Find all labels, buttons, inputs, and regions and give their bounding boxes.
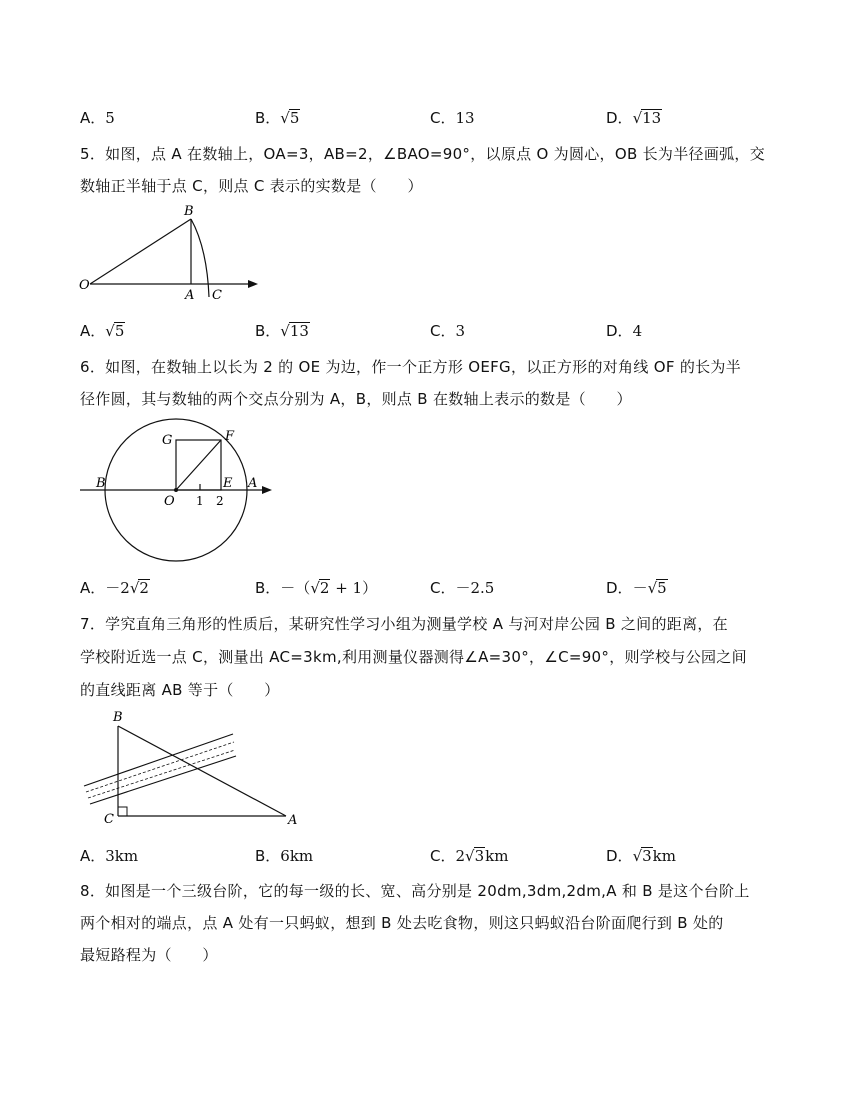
- q7-label-a: A: [288, 813, 298, 828]
- q6-label-1: 1: [196, 494, 204, 508]
- q7-riverbank-upper: [84, 734, 233, 786]
- q7-option-b: B．6km: [255, 847, 314, 865]
- q5-figure: [76, 198, 266, 308]
- q5-segment-ob: [90, 219, 191, 284]
- q7-right-angle-mark: [118, 807, 127, 816]
- q7-label-c: C: [104, 812, 114, 827]
- q5-label-c: C: [212, 288, 222, 303]
- q6-origin-point: [174, 488, 178, 492]
- q6-figure: [76, 418, 276, 568]
- q5-label-o: O: [79, 278, 90, 293]
- q5-option-a: A．√5: [80, 322, 125, 340]
- q7-stem-line3: 的直线距离 AB 等于（ ）: [80, 681, 280, 699]
- q6-option-d: D．－√5: [606, 579, 667, 597]
- q8-stem-line1: 8．如图是一个三级台阶，它的每一级的长、宽、高分别是 20dm,3dm,2dm,A 和 B 是这个台阶上: [80, 882, 750, 900]
- q6-label-b: B: [96, 476, 106, 491]
- q7-river-dash-1: [86, 742, 234, 792]
- q5-arc: [191, 219, 209, 297]
- q7-option-d: D．√3km: [606, 847, 676, 865]
- q5-label-b: B: [184, 204, 194, 219]
- q6-label-2: 2: [216, 494, 224, 508]
- q5-stem-line1: 5．如图，点 A 在数轴上，OA=3，AB=2，∠BAO=90°，以原点 O 为圆心，OB 长为半径画弧，交: [80, 145, 766, 163]
- q4-option-b: B．√5: [255, 109, 300, 127]
- q6-option-c: C．－2.5: [430, 579, 495, 597]
- q5-option-d: D．4: [606, 322, 643, 340]
- q6-label-g: G: [162, 433, 173, 448]
- q7-label-b: B: [113, 710, 123, 725]
- q7-river-dash-2: [88, 750, 235, 798]
- q6-label-f: F: [225, 429, 235, 444]
- q8-stem-line3: 最短路程为（ ）: [80, 946, 218, 964]
- q6-diagonal-of: [176, 440, 221, 490]
- q6-axis-arrow: [262, 486, 272, 494]
- q8-stem-line2: 两个相对的端点，点 A 处有一只蚂蚁，想到 B 处去吃食物，则这只蚂蚁沿台阶面爬行到 B 处的: [80, 914, 724, 932]
- q4-option-d: D．√13: [606, 109, 662, 127]
- q5-stem-line2: 数轴正半轴于点 C，则点 C 表示的实数是（ ）: [80, 177, 423, 195]
- q6-label-o: O: [164, 494, 175, 509]
- q7-segment-ab: [118, 726, 286, 816]
- q4-option-a: A．5: [80, 109, 115, 127]
- q6-option-a: A．－2√2: [80, 579, 149, 597]
- q7-stem-line2: 学校附近选一点 C，测量出 AC=3km,利用测量仪器测得∠A=30°，∠C=90°，则学校与公园之间: [80, 648, 747, 666]
- q7-stem-line1: 7．学究直角三角形的性质后，某研究性学习小组为测量学校 A 与河对岸公园 B 之间的距离，在: [80, 615, 728, 633]
- q5-label-a: A: [185, 288, 195, 303]
- q5-option-c: C．3: [430, 322, 466, 340]
- q6-label-a: A: [248, 476, 258, 491]
- q7-riverbank-lower: [90, 756, 236, 804]
- q7-option-a: A．3km: [80, 847, 139, 865]
- q5-option-b: B．√13: [255, 322, 309, 340]
- q6-stem-line1: 6．如图，在数轴上以长为 2 的 OE 为边，作一个正方形 OEFG，以正方形的对角线 OF 的长为半: [80, 358, 742, 376]
- q7-figure: [76, 704, 306, 829]
- q6-option-b: B．－（√2 + 1）: [255, 579, 378, 597]
- q4-option-c: C．13: [430, 109, 475, 127]
- q6-label-e: E: [223, 476, 233, 491]
- q6-stem-line2: 径作圆，其与数轴的两个交点分别为 A，B，则点 B 在数轴上表示的数是（ ）: [80, 390, 632, 408]
- q7-option-c: C．2√3km: [430, 847, 509, 865]
- q5-axis-arrow: [248, 280, 258, 288]
